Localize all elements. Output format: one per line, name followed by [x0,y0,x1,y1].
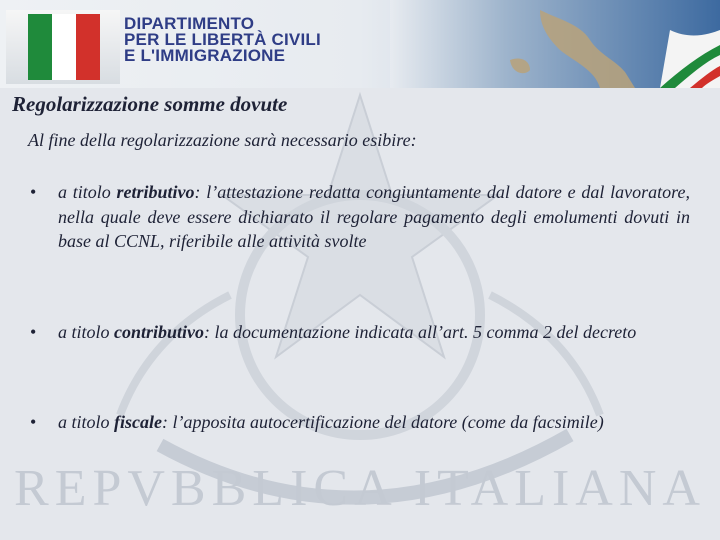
bullet-prefix: a titolo [58,322,115,342]
header-map-art [390,0,720,88]
bullet-fiscale [30,410,690,435]
bullet-prefix: a titolo [58,182,117,202]
header-banner [0,0,720,88]
bullet-term: retributivo [116,182,195,202]
department-line-2: PER LE LIBERTÀ CIVILI [124,30,321,49]
bullet-text: : l’attestazione redatta congiuntamente dal datore e dal lavoratore, nella quale deve essere dichiarato il regolare pagamento degli emolumenti dovuti in base al CCNL, riferibile alle attività svolte [58,182,690,251]
department-line-3: E L'IMMIGRAZIONE [124,46,286,65]
bullet-contributivo [30,320,690,410]
bullet-icon: • [30,182,37,202]
bullet-term: contributivo [114,322,205,342]
slide-content [0,88,720,540]
bullet-prefix: a titolo [58,412,115,432]
slide-intro: Al fine della regolarizzazione sarà necessario esibire: [28,130,417,150]
bullet-text: : l’apposita autocertificazione del datore (come da facsimile) [162,412,604,432]
bullet-icon: • [30,322,37,342]
bullet-text: : la documentazione indicata all’art. 5 comma 2 del decreto [204,322,637,342]
slide-title: Regolarizzazione somme dovute [12,92,288,116]
bullet-retributivo [30,180,690,320]
watermark-text: REPVBBLICA ITALIANA [14,460,706,517]
department-line-1: DIPARTIMENTO [124,14,255,33]
bullet-icon: • [30,412,37,432]
department-title [124,16,354,64]
italian-flag-icon [28,14,52,80]
bullet-list [30,180,690,435]
bullet-term: fiscale [114,412,162,432]
